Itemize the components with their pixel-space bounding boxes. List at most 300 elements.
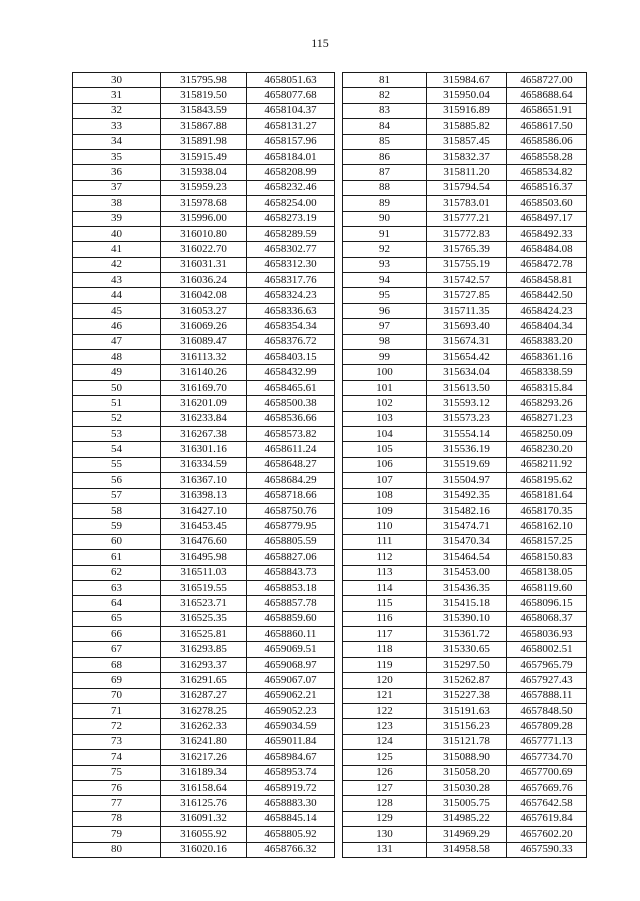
point-number-cell: 34: [73, 134, 161, 149]
table-row: [73, 796, 335, 811]
x-coordinate-cell: 314958.58: [427, 842, 507, 857]
table-row: [73, 165, 335, 180]
y-coordinate-cell: 4658157.96: [247, 134, 335, 149]
table-row: [73, 842, 335, 857]
y-coordinate-cell: 4658779.95: [247, 519, 335, 534]
table-row: [73, 226, 335, 241]
table-row: [73, 473, 335, 488]
table-row: [343, 196, 587, 211]
point-number-cell: 114: [343, 580, 427, 595]
point-number-cell: 107: [343, 473, 427, 488]
x-coordinate-cell: 316020.16: [161, 842, 247, 857]
x-coordinate-cell: 316010.80: [161, 226, 247, 241]
table-row: [343, 457, 587, 472]
x-coordinate-cell: 315674.31: [427, 334, 507, 349]
table-row: [73, 196, 335, 211]
point-number-cell: 65: [73, 611, 161, 626]
point-number-cell: 118: [343, 642, 427, 657]
point-number-cell: 84: [343, 119, 427, 134]
x-coordinate-cell: 316022.70: [161, 242, 247, 257]
point-number-cell: 52: [73, 411, 161, 426]
x-coordinate-cell: 315765.39: [427, 242, 507, 257]
x-coordinate-cell: 315297.50: [427, 657, 507, 672]
x-coordinate-cell: 315654.42: [427, 350, 507, 365]
table-row: [343, 396, 587, 411]
table-row: [73, 242, 335, 257]
point-number-cell: 94: [343, 273, 427, 288]
x-coordinate-cell: 316453.45: [161, 519, 247, 534]
y-coordinate-cell: 4658336.63: [247, 303, 335, 318]
x-coordinate-cell: 315811.20: [427, 165, 507, 180]
y-coordinate-cell: 4657590.33: [507, 842, 587, 857]
point-number-cell: 67: [73, 642, 161, 657]
x-coordinate-cell: 316525.35: [161, 611, 247, 626]
x-coordinate-cell: 315482.16: [427, 503, 507, 518]
table-row: [343, 334, 587, 349]
point-number-cell: 93: [343, 257, 427, 272]
y-coordinate-cell: 4658805.92: [247, 827, 335, 842]
x-coordinate-cell: 316241.80: [161, 734, 247, 749]
y-coordinate-cell: 4659052.23: [247, 704, 335, 719]
table-row: [343, 842, 587, 857]
table-row: [73, 719, 335, 734]
x-coordinate-cell: 316201.09: [161, 396, 247, 411]
point-number-cell: 51: [73, 396, 161, 411]
table-row: [343, 242, 587, 257]
point-number-cell: 83: [343, 103, 427, 118]
x-coordinate-cell: 316398.13: [161, 488, 247, 503]
y-coordinate-cell: 4658617.50: [507, 119, 587, 134]
point-number-cell: 55: [73, 457, 161, 472]
point-number-cell: 30: [73, 73, 161, 88]
y-coordinate-cell: 4658953.74: [247, 765, 335, 780]
x-coordinate-cell: 315464.54: [427, 550, 507, 565]
x-coordinate-cell: 315783.01: [427, 196, 507, 211]
table-row: [343, 611, 587, 626]
y-coordinate-cell: 4658465.61: [247, 380, 335, 395]
table-row: [343, 765, 587, 780]
x-coordinate-cell: 315693.40: [427, 319, 507, 334]
table-row: [343, 442, 587, 457]
point-number-cell: 120: [343, 673, 427, 688]
x-coordinate-cell: 315613.50: [427, 380, 507, 395]
x-coordinate-cell: 316301.16: [161, 442, 247, 457]
y-coordinate-cell: 4658338.59: [507, 365, 587, 380]
point-number-cell: 86: [343, 149, 427, 164]
table-row: [73, 334, 335, 349]
table-row: [73, 442, 335, 457]
y-coordinate-cell: 4658492.33: [507, 226, 587, 241]
y-coordinate-cell: 4658317.76: [247, 273, 335, 288]
x-coordinate-cell: 315742.57: [427, 273, 507, 288]
table-row: [343, 657, 587, 672]
point-number-cell: 41: [73, 242, 161, 257]
point-number-cell: 98: [343, 334, 427, 349]
y-coordinate-cell: 4657771.13: [507, 734, 587, 749]
point-number-cell: 96: [343, 303, 427, 318]
y-coordinate-cell: 4658230.20: [507, 442, 587, 457]
y-coordinate-cell: 4658611.24: [247, 442, 335, 457]
table-row: [343, 688, 587, 703]
point-number-cell: 43: [73, 273, 161, 288]
x-coordinate-cell: 315593.12: [427, 396, 507, 411]
y-coordinate-cell: 4658403.15: [247, 350, 335, 365]
x-coordinate-cell: 315191.63: [427, 704, 507, 719]
table-row: [73, 103, 335, 118]
x-coordinate-cell: 316427.10: [161, 503, 247, 518]
x-coordinate-cell: 316525.81: [161, 627, 247, 642]
point-number-cell: 122: [343, 704, 427, 719]
y-coordinate-cell: 4658573.82: [247, 426, 335, 441]
y-coordinate-cell: 4658324.23: [247, 288, 335, 303]
table-row: [73, 765, 335, 780]
point-number-cell: 78: [73, 811, 161, 826]
point-number-cell: 89: [343, 196, 427, 211]
point-number-cell: 44: [73, 288, 161, 303]
point-number-cell: 95: [343, 288, 427, 303]
x-coordinate-cell: 315573.23: [427, 411, 507, 426]
y-coordinate-cell: 4657888.11: [507, 688, 587, 703]
x-coordinate-cell: 315492.35: [427, 488, 507, 503]
table-row: [73, 380, 335, 395]
point-number-cell: 63: [73, 580, 161, 595]
point-number-cell: 128: [343, 796, 427, 811]
table-row: [73, 580, 335, 595]
point-number-cell: 57: [73, 488, 161, 503]
table-row: [343, 811, 587, 826]
y-coordinate-cell: 4657700.69: [507, 765, 587, 780]
y-coordinate-cell: 4658750.76: [247, 503, 335, 518]
y-coordinate-cell: 4658208.99: [247, 165, 335, 180]
y-coordinate-cell: 4658312.30: [247, 257, 335, 272]
table-row: [343, 827, 587, 842]
table-row: [73, 550, 335, 565]
x-coordinate-cell: 315891.98: [161, 134, 247, 149]
page-number: 115: [311, 36, 329, 50]
y-coordinate-cell: 4658883.30: [247, 796, 335, 811]
x-coordinate-cell: 315950.04: [427, 88, 507, 103]
y-coordinate-cell: 4658170.35: [507, 503, 587, 518]
table-row: [343, 226, 587, 241]
y-coordinate-cell: 4657602.20: [507, 827, 587, 842]
point-number-cell: 37: [73, 180, 161, 195]
point-number-cell: 75: [73, 765, 161, 780]
y-coordinate-cell: 4658383.20: [507, 334, 587, 349]
table-row: [73, 642, 335, 657]
table-row: [343, 426, 587, 441]
y-coordinate-cell: 4658766.32: [247, 842, 335, 857]
x-coordinate-cell: 315519.69: [427, 457, 507, 472]
x-coordinate-cell: 315436.35: [427, 580, 507, 595]
y-coordinate-cell: 4658727.00: [507, 73, 587, 88]
y-coordinate-cell: 4659067.07: [247, 673, 335, 688]
table-row: [73, 611, 335, 626]
x-coordinate-cell: 315005.75: [427, 796, 507, 811]
table-row: [73, 596, 335, 611]
x-coordinate-cell: 316233.84: [161, 411, 247, 426]
point-number-cell: 36: [73, 165, 161, 180]
table-row: [343, 180, 587, 195]
x-coordinate-cell: 315361.72: [427, 627, 507, 642]
y-coordinate-cell: 4657619.84: [507, 811, 587, 826]
x-coordinate-cell: 315984.67: [427, 73, 507, 88]
x-coordinate-cell: 315755.19: [427, 257, 507, 272]
table-row: [73, 780, 335, 795]
table-row: [73, 704, 335, 719]
point-number-cell: 79: [73, 827, 161, 842]
y-coordinate-cell: 4658860.11: [247, 627, 335, 642]
point-number-cell: 66: [73, 627, 161, 642]
y-coordinate-cell: 4658484.08: [507, 242, 587, 257]
table-row: [73, 319, 335, 334]
table-row: [343, 319, 587, 334]
y-coordinate-cell: 4658472.78: [507, 257, 587, 272]
y-coordinate-cell: 4658119.60: [507, 580, 587, 595]
table-row: [343, 565, 587, 580]
y-coordinate-cell: 4657642.58: [507, 796, 587, 811]
table-row: [73, 411, 335, 426]
coordinates-table-left: [72, 72, 335, 858]
point-number-cell: 39: [73, 211, 161, 226]
x-coordinate-cell: 315915.49: [161, 149, 247, 164]
y-coordinate-cell: 4658254.00: [247, 196, 335, 211]
y-coordinate-cell: 4658651.91: [507, 103, 587, 118]
table-row: [73, 534, 335, 549]
point-number-cell: 60: [73, 534, 161, 549]
x-coordinate-cell: 316367.10: [161, 473, 247, 488]
point-number-cell: 90: [343, 211, 427, 226]
x-coordinate-cell: 314985.22: [427, 811, 507, 826]
table-row: [73, 627, 335, 642]
y-coordinate-cell: 4659034.59: [247, 719, 335, 734]
table-row: [343, 503, 587, 518]
point-number-cell: 35: [73, 149, 161, 164]
point-number-cell: 68: [73, 657, 161, 672]
x-coordinate-cell: 316334.59: [161, 457, 247, 472]
point-number-cell: 102: [343, 396, 427, 411]
point-number-cell: 77: [73, 796, 161, 811]
table-row: [343, 165, 587, 180]
table-row: [73, 350, 335, 365]
point-number-cell: 121: [343, 688, 427, 703]
table-row: [73, 688, 335, 703]
y-coordinate-cell: 4658853.18: [247, 580, 335, 595]
x-coordinate-cell: 316089.47: [161, 334, 247, 349]
y-coordinate-cell: 4659062.21: [247, 688, 335, 703]
x-coordinate-cell: 315867.88: [161, 119, 247, 134]
table-row: [73, 257, 335, 272]
x-coordinate-cell: 315938.04: [161, 165, 247, 180]
x-coordinate-cell: 315453.00: [427, 565, 507, 580]
table-row: [343, 596, 587, 611]
x-coordinate-cell: 315832.37: [427, 149, 507, 164]
y-coordinate-cell: 4658036.93: [507, 627, 587, 642]
point-number-cell: 49: [73, 365, 161, 380]
y-coordinate-cell: 4658497.17: [507, 211, 587, 226]
point-number-cell: 42: [73, 257, 161, 272]
y-coordinate-cell: 4658162.10: [507, 519, 587, 534]
y-coordinate-cell: 4657965.79: [507, 657, 587, 672]
point-number-cell: 101: [343, 380, 427, 395]
point-number-cell: 72: [73, 719, 161, 734]
table-row: [343, 88, 587, 103]
point-number-cell: 33: [73, 119, 161, 134]
table-row: [73, 673, 335, 688]
y-coordinate-cell: 4659011.84: [247, 734, 335, 749]
point-number-cell: 112: [343, 550, 427, 565]
y-coordinate-cell: 4658688.64: [507, 88, 587, 103]
x-coordinate-cell: 315415.18: [427, 596, 507, 611]
point-number-cell: 53: [73, 426, 161, 441]
point-number-cell: 31: [73, 88, 161, 103]
y-coordinate-cell: 4658068.37: [507, 611, 587, 626]
y-coordinate-cell: 4658500.38: [247, 396, 335, 411]
table-row: [343, 380, 587, 395]
x-coordinate-cell: 316036.24: [161, 273, 247, 288]
x-coordinate-cell: 315474.71: [427, 519, 507, 534]
y-coordinate-cell: 4658354.34: [247, 319, 335, 334]
x-coordinate-cell: 314969.29: [427, 827, 507, 842]
table-row: [73, 426, 335, 441]
point-number-cell: 32: [73, 103, 161, 118]
point-number-cell: 48: [73, 350, 161, 365]
point-number-cell: 91: [343, 226, 427, 241]
x-coordinate-cell: 316262.33: [161, 719, 247, 734]
y-coordinate-cell: 4658289.59: [247, 226, 335, 241]
point-number-cell: 62: [73, 565, 161, 580]
y-coordinate-cell: 4658458.81: [507, 273, 587, 288]
x-coordinate-cell: 315156.23: [427, 719, 507, 734]
y-coordinate-cell: 4658432.99: [247, 365, 335, 380]
point-number-cell: 103: [343, 411, 427, 426]
point-number-cell: 99: [343, 350, 427, 365]
table-row: [73, 503, 335, 518]
y-coordinate-cell: 4658424.23: [507, 303, 587, 318]
x-coordinate-cell: 316091.32: [161, 811, 247, 826]
table-row: [343, 550, 587, 565]
x-coordinate-cell: 315330.65: [427, 642, 507, 657]
point-number-cell: 126: [343, 765, 427, 780]
x-coordinate-cell: 315727.85: [427, 288, 507, 303]
x-coordinate-cell: 315772.83: [427, 226, 507, 241]
table-row: [343, 365, 587, 380]
table-row: [343, 488, 587, 503]
point-number-cell: 115: [343, 596, 427, 611]
x-coordinate-cell: 316158.64: [161, 780, 247, 795]
x-coordinate-cell: 316031.31: [161, 257, 247, 272]
y-coordinate-cell: 4658181.64: [507, 488, 587, 503]
table-row: [73, 657, 335, 672]
y-coordinate-cell: 4658271.23: [507, 411, 587, 426]
point-number-cell: 123: [343, 719, 427, 734]
x-coordinate-cell: 316278.25: [161, 704, 247, 719]
x-coordinate-cell: 315795.98: [161, 73, 247, 88]
y-coordinate-cell: 4658919.72: [247, 780, 335, 795]
point-number-cell: 76: [73, 780, 161, 795]
y-coordinate-cell: 4658293.26: [507, 396, 587, 411]
table-row: [73, 119, 335, 134]
point-number-cell: 74: [73, 750, 161, 765]
x-coordinate-cell: 316113.32: [161, 350, 247, 365]
point-number-cell: 71: [73, 704, 161, 719]
point-number-cell: 116: [343, 611, 427, 626]
x-coordinate-cell: 315470.34: [427, 534, 507, 549]
point-number-cell: 82: [343, 88, 427, 103]
table-row: [73, 288, 335, 303]
x-coordinate-cell: 316169.70: [161, 380, 247, 395]
table-row: [73, 457, 335, 472]
x-coordinate-cell: 315554.14: [427, 426, 507, 441]
y-coordinate-cell: 4658104.37: [247, 103, 335, 118]
x-coordinate-cell: 315916.89: [427, 103, 507, 118]
point-number-cell: 61: [73, 550, 161, 565]
table-row: [343, 211, 587, 226]
y-coordinate-cell: 4658002.51: [507, 642, 587, 657]
point-number-cell: 64: [73, 596, 161, 611]
x-coordinate-cell: 316495.98: [161, 550, 247, 565]
y-coordinate-cell: 4658195.62: [507, 473, 587, 488]
table-row: [343, 642, 587, 657]
point-number-cell: 73: [73, 734, 161, 749]
y-coordinate-cell: 4658805.59: [247, 534, 335, 549]
x-coordinate-cell: 316291.65: [161, 673, 247, 688]
point-number-cell: 88: [343, 180, 427, 195]
point-number-cell: 85: [343, 134, 427, 149]
y-coordinate-cell: 4659068.97: [247, 657, 335, 672]
point-number-cell: 69: [73, 673, 161, 688]
x-coordinate-cell: 316055.92: [161, 827, 247, 842]
table-row: [343, 350, 587, 365]
y-coordinate-cell: 4658302.77: [247, 242, 335, 257]
y-coordinate-cell: 4658157.25: [507, 534, 587, 549]
y-coordinate-cell: 4658361.16: [507, 350, 587, 365]
y-coordinate-cell: 4657734.70: [507, 750, 587, 765]
table-row: [343, 119, 587, 134]
point-number-cell: 97: [343, 319, 427, 334]
table-row: [343, 580, 587, 595]
table-row: [343, 73, 587, 88]
point-number-cell: 59: [73, 519, 161, 534]
table-row: [343, 534, 587, 549]
y-coordinate-cell: 4658648.27: [247, 457, 335, 472]
point-number-cell: 46: [73, 319, 161, 334]
x-coordinate-cell: 315711.35: [427, 303, 507, 318]
y-coordinate-cell: 4658859.60: [247, 611, 335, 626]
table-row: [343, 273, 587, 288]
x-coordinate-cell: 315030.28: [427, 780, 507, 795]
table-row: [343, 673, 587, 688]
point-number-cell: 70: [73, 688, 161, 703]
y-coordinate-cell: 4658150.83: [507, 550, 587, 565]
x-coordinate-cell: 315978.68: [161, 196, 247, 211]
y-coordinate-cell: 4658315.84: [507, 380, 587, 395]
point-number-cell: 104: [343, 426, 427, 441]
point-number-cell: 117: [343, 627, 427, 642]
x-coordinate-cell: 316189.34: [161, 765, 247, 780]
point-number-cell: 124: [343, 734, 427, 749]
x-coordinate-cell: 316125.76: [161, 796, 247, 811]
y-coordinate-cell: 4658442.50: [507, 288, 587, 303]
x-coordinate-cell: 316042.08: [161, 288, 247, 303]
table-row: [73, 488, 335, 503]
x-coordinate-cell: 316069.26: [161, 319, 247, 334]
table-row: [73, 750, 335, 765]
y-coordinate-cell: 4658138.05: [507, 565, 587, 580]
point-number-cell: 108: [343, 488, 427, 503]
point-number-cell: 54: [73, 442, 161, 457]
point-number-cell: 100: [343, 365, 427, 380]
point-number-cell: 111: [343, 534, 427, 549]
